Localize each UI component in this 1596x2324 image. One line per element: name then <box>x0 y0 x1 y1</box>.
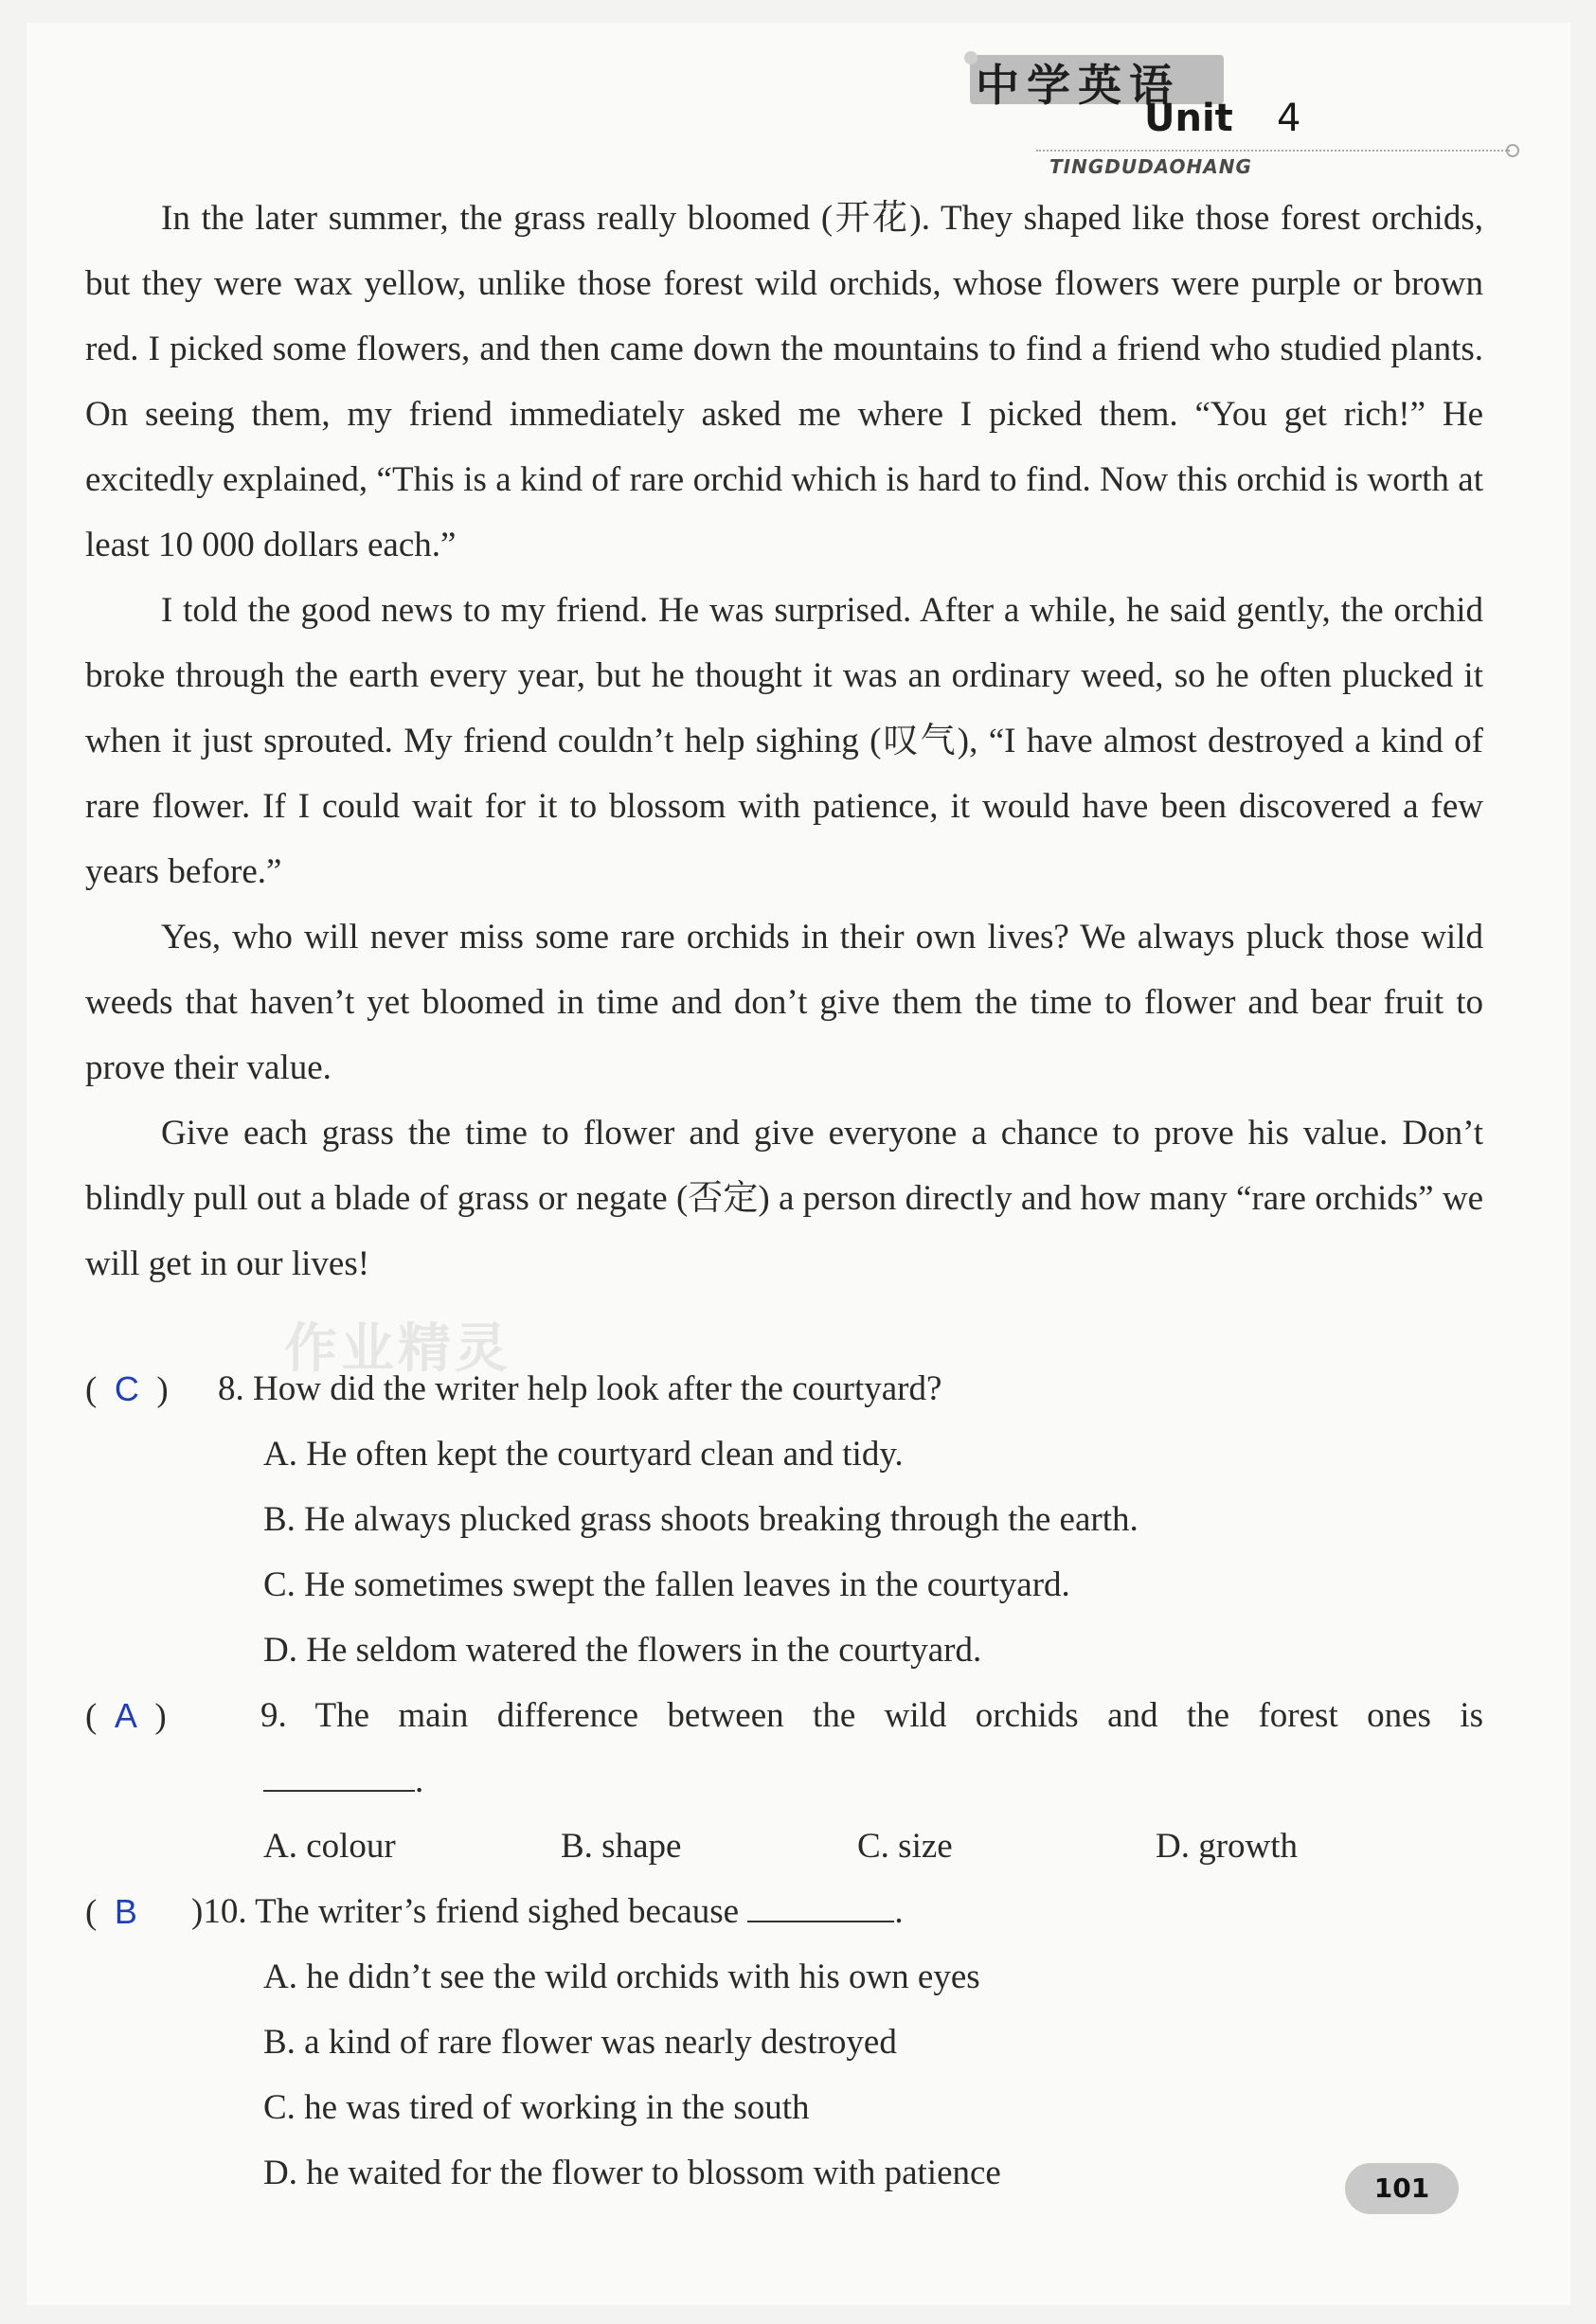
header-subtitle: TINGDUDAOHANG <box>1049 155 1252 178</box>
q9-option-d: D. growth <box>1156 1827 1299 1866</box>
question-9-stem: 9. The main difference between the wild orchids and the forest ones is <box>260 1696 1483 1735</box>
q10-option-d: D. he waited for the flower to blossom with patience <box>263 2154 1001 2192</box>
q8-option-c: C. He sometimes swept the fallen leaves in the courtyard. <box>263 1565 1070 1604</box>
header-line-end-circle <box>1506 144 1519 157</box>
watermark: 作业精灵 <box>284 1318 511 1380</box>
passage-paragraph-4: Give each grass the time to flower and give everyone a chance to prove his value. Don’t blindly pull out a blade of grass or negate (否定) a person directly and how many “rare orchids” we will get in our lives! <box>85 1114 1483 1283</box>
header-unit-number: 4 <box>1277 97 1301 140</box>
q10-option-b: B. a kind of rare flower was nearly destroyed <box>263 2023 897 2062</box>
reading-passage <box>85 186 1483 1296</box>
q8-option-d: D. He seldom watered the flowers in the courtyard. <box>263 1631 982 1670</box>
answer-10: B <box>114 1892 137 1931</box>
question-10-text: )10. The writer’s friend sighed because <box>191 1892 740 1931</box>
q10-blank-line <box>747 1886 894 1922</box>
page-number: 101 <box>1345 2163 1459 2214</box>
passage-paragraph-1: In the later summer, the grass really bloomed (开花). They shaped like those forest orchids, but they were wax yellow, unlike those forest wild orchids, whose flowers were purple or brown red. I picked some flowers, and then came down the mountains to find a friend who studied plants. On seeing them, my friend immediately asked me where I picked them. “You get rich!” He excitedly explained, “This is a kind of rare orchid which is hard to find. Now this orchid is worth at least 10 000 dollars each.” <box>85 199 1483 564</box>
answer-bracket: ( C ) <box>85 1369 169 1409</box>
header-title-cn: 中学英语 <box>976 60 1180 111</box>
answer-bracket: ( B <box>85 1892 137 1932</box>
q9-blank-line: . <box>263 1748 423 1814</box>
page-header <box>957 38 1525 178</box>
header-unit-label: Unit <box>1144 97 1233 140</box>
q8-option-b: B. He always plucked grass shoots breaking through the earth. <box>263 1500 1139 1539</box>
q9-option-c: C. size <box>857 1827 953 1866</box>
q9-option-a: A. colour <box>263 1827 396 1866</box>
header-divider <box>1036 150 1510 152</box>
passage-paragraph-2: I told the good news to my friend. He was surprised. After a while, he said gently, the orchid broke through the earth every year, but he thought it was an ordinary weed, so he often plucked it when it just sprouted. My friend couldn’t help sighing (叹气), “I have almost destroyed a kind of rare flower. If I could wait for it to blossom with patience, it would have been discovered a few years before.” <box>85 591 1483 891</box>
q9-option-b: B. shape <box>561 1827 682 1866</box>
answer-8: C <box>114 1369 139 1408</box>
answer-bracket: ( A ) <box>85 1696 167 1736</box>
q10-option-a: A. he didn’t see the wild orchids with his own eyes <box>263 1958 980 1996</box>
q10-option-c: C. he was tired of working in the south <box>263 2088 810 2127</box>
question-10-stem: )10. The writer’s friend sighed because . <box>191 1879 904 1944</box>
answer-9: A <box>114 1696 137 1735</box>
passage-paragraph-3: Yes, who will never miss some rare orchids in their own lives? We always pluck those wild weeds that haven’t yet bloomed in time and don’t give them the time to flower and bear fruit to prove their value. <box>85 918 1483 1087</box>
question-8-stem: 8. How did the writer help look after the courtyard? <box>218 1369 942 1408</box>
q8-option-a: A. He often kept the courtyard clean and tidy. <box>263 1435 904 1474</box>
